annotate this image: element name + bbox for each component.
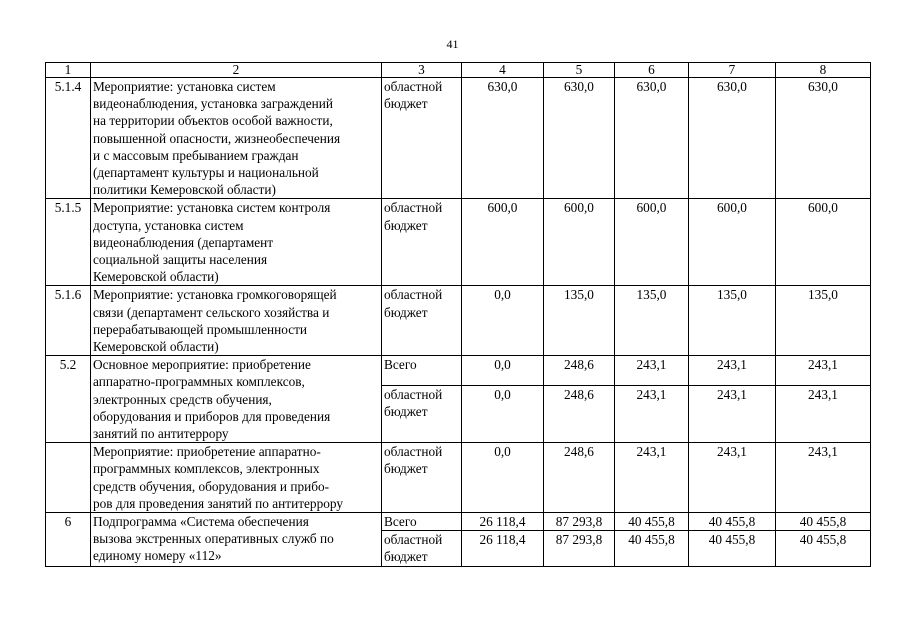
description-line: единому номеру «112» (93, 548, 222, 564)
value-cell: 0,0 (462, 286, 544, 356)
row-number: 5.2 (46, 356, 91, 443)
value-cell: 630,0 (462, 78, 544, 199)
row-description (91, 78, 382, 199)
column-header: 3 (382, 63, 462, 78)
funding-source (382, 443, 462, 513)
value-cell: 243,1 (776, 356, 871, 386)
table-row (46, 78, 871, 199)
value-cell: 135,0 (615, 286, 689, 356)
table-row (46, 356, 871, 386)
value-cell: 243,1 (689, 443, 776, 513)
column-header: 1 (46, 63, 91, 78)
value-cell: 243,1 (776, 385, 871, 442)
description-line: видеонаблюдения (департамент (93, 234, 274, 250)
funding-source (382, 356, 462, 386)
value-cell: 40 455,8 (776, 513, 871, 531)
row-number: 5.1.6 (46, 286, 91, 356)
budget-table (45, 62, 871, 567)
funding-source-line: бюджет (384, 217, 428, 233)
description-line: социальной защиты населения (93, 252, 268, 268)
table-row (46, 513, 871, 531)
description-line: Кемеровской области) (93, 269, 219, 285)
description-line: электронных средств обучения, (93, 391, 272, 407)
description-line: Мероприятие: установка систем (93, 79, 276, 94)
value-cell: 40 455,8 (689, 531, 776, 566)
value-cell: 87 293,8 (544, 531, 615, 566)
value-cell: 600,0 (462, 199, 544, 286)
table-row (46, 286, 871, 356)
table-row (46, 199, 871, 286)
row-number (46, 443, 91, 513)
funding-source-line: бюджет (384, 96, 428, 112)
value-cell: 248,6 (544, 385, 615, 442)
value-cell: 600,0 (776, 199, 871, 286)
description-line: видеонаблюдения, установка заграждений (93, 96, 334, 112)
description-line: Мероприятие: приобретение аппаратно- (93, 444, 321, 460)
funding-source-line: областной (384, 444, 443, 460)
value-cell: 630,0 (544, 78, 615, 199)
value-cell: 600,0 (544, 199, 615, 286)
description-line: ров для проведения занятий по антитеррору (93, 495, 343, 511)
description-line: Мероприятие: установка систем контроля (93, 200, 331, 216)
value-cell: 40 455,8 (615, 513, 689, 531)
value-cell: 630,0 (615, 78, 689, 199)
row-description (91, 199, 382, 286)
column-header: 4 (462, 63, 544, 78)
description-line: занятий по антитеррору (93, 426, 229, 442)
funding-source-line: областной (384, 287, 443, 303)
funding-source-line: бюджет (384, 461, 428, 477)
funding-source (382, 78, 462, 199)
value-cell: 243,1 (615, 385, 689, 442)
column-header: 7 (689, 63, 776, 78)
description-line: вызова экстренных оперативных служб по (93, 531, 334, 547)
row-number: 5.1.5 (46, 199, 91, 286)
row-number: 5.1.4 (46, 78, 91, 199)
row-description (91, 443, 382, 513)
description-line: средств обучения, оборудования и прибо- (93, 478, 330, 494)
funding-source-line: областной (384, 386, 443, 402)
header-row (46, 63, 871, 78)
funding-source (382, 513, 462, 531)
value-cell: 135,0 (776, 286, 871, 356)
column-header: 8 (776, 63, 871, 78)
description-line: Основное мероприятие: приобретение (93, 357, 311, 373)
value-cell: 243,1 (615, 356, 689, 386)
table-row (46, 443, 871, 513)
value-cell: 26 118,4 (462, 513, 544, 531)
funding-source-line: бюджет (384, 403, 428, 419)
value-cell: 243,1 (776, 443, 871, 513)
row-description (91, 286, 382, 356)
value-cell: 26 118,4 (462, 531, 544, 566)
funding-source (382, 286, 462, 356)
funding-source-line: бюджет (384, 304, 428, 320)
description-line: (департамент культуры и национальной (93, 165, 319, 181)
funding-source-line: Всего (384, 514, 417, 530)
row-description (91, 356, 382, 443)
funding-source-line: областной (384, 79, 443, 94)
description-line: Мероприятие: установка громкоговорящей (93, 287, 337, 303)
description-line: доступа, установка систем (93, 217, 244, 233)
row-number: 6 (46, 513, 91, 567)
funding-source (382, 531, 462, 566)
description-line: Подпрограмма «Система обеспечения (93, 514, 309, 530)
value-cell: 600,0 (615, 199, 689, 286)
value-cell: 135,0 (689, 286, 776, 356)
value-cell: 248,6 (544, 443, 615, 513)
description-line: политики Кемеровской области) (93, 182, 276, 198)
column-header: 6 (615, 63, 689, 78)
funding-source-line: областной (384, 200, 443, 216)
description-line: связи (департамент сельского хозяйства и (93, 304, 330, 320)
description-line: и с массовым пребыванием граждан (93, 147, 299, 163)
value-cell: 0,0 (462, 356, 544, 386)
page-number: 41 (446, 37, 459, 51)
value-cell: 40 455,8 (615, 531, 689, 566)
description-line: перерабатывающей промышленности (93, 321, 308, 337)
funding-source (382, 199, 462, 286)
value-cell: 40 455,8 (776, 531, 871, 566)
description-line: аппаратно-программных комплексов, (93, 374, 305, 390)
funding-source-line: областной (384, 532, 443, 548)
funding-source (382, 385, 462, 442)
column-header: 2 (91, 63, 382, 78)
value-cell: 630,0 (689, 78, 776, 199)
column-header: 5 (544, 63, 615, 78)
description-line: оборудования и приборов для проведения (93, 408, 331, 424)
funding-source-line: бюджет (384, 549, 428, 565)
value-cell: 630,0 (776, 78, 871, 199)
description-line: на территории объектов особой важности, (93, 113, 333, 129)
value-cell: 135,0 (544, 286, 615, 356)
value-cell: 87 293,8 (544, 513, 615, 531)
value-cell: 0,0 (462, 385, 544, 442)
value-cell: 243,1 (615, 443, 689, 513)
value-cell: 248,6 (544, 356, 615, 386)
value-cell: 0,0 (462, 443, 544, 513)
description-line: повышенной опасности, жизнеобеспечения (93, 130, 341, 146)
value-cell: 600,0 (689, 199, 776, 286)
row-description (91, 513, 382, 567)
value-cell: 40 455,8 (689, 513, 776, 531)
description-line: Кемеровской области) (93, 339, 219, 355)
value-cell: 243,1 (689, 385, 776, 442)
value-cell: 243,1 (689, 356, 776, 386)
funding-source-line: Всего (384, 357, 417, 373)
description-line: программных комплексов, электронных (93, 461, 320, 477)
